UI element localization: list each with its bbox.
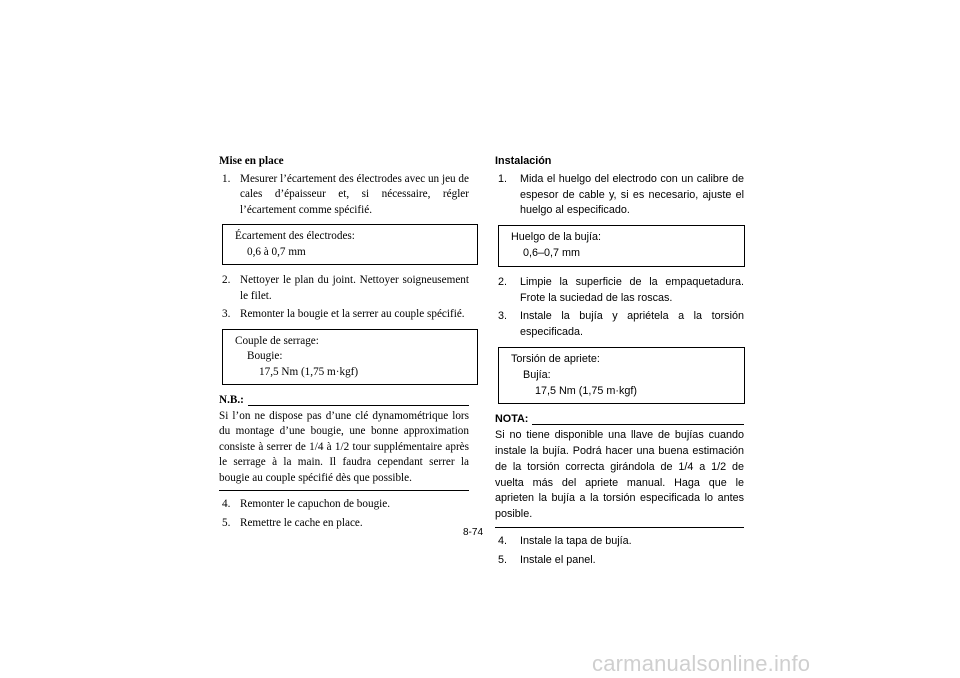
steps-list-b <box>495 275 744 341</box>
spec-box-gap: Huelgo de la bujía: 0,6–0,7 mm <box>498 225 745 267</box>
spec-box-gap: Écartement des électrodes: 0,6 à 0,7 mm <box>222 224 478 265</box>
watermark: carmanualsonline.info <box>592 651 811 676</box>
steps-list-b <box>219 273 469 323</box>
list-item: 2. Limpie la superficie de la empaquetadura. Frote la suciedad de las roscas. <box>498 275 744 304</box>
steps-list-a <box>495 172 744 219</box>
note-heading: N.B.: <box>219 393 469 409</box>
list-item: 2. Nettoyer le plan du joint. Nettoyer soigneusement le filet. <box>222 274 469 302</box>
list-item: 3. Instale la bujía y apriétela a la torsión especificada. <box>498 310 744 339</box>
spec-box-torque: Torsión de apriete: Bujía: 17,5 Nm (1,75 m·kgf) <box>498 347 745 404</box>
list-item: 3. Remonter la bougie et la serrer au couple spécifié. <box>222 308 465 320</box>
steps-list-a <box>219 172 469 219</box>
french-column <box>219 154 469 534</box>
list-item: 5. Instale el panel. <box>498 553 596 566</box>
list-item: 1. Mida el huelgo del electrodo con un calibre de espesor de cable y, si es necesario, ajuste el huelgo al especificado. <box>498 172 744 217</box>
list-item: 5. Remettre le cache en place. <box>222 516 363 529</box>
spanish-column <box>495 154 744 572</box>
note-heading: NOTA: <box>495 412 744 428</box>
note-rule <box>532 424 744 425</box>
steps-list-c <box>495 534 744 569</box>
spec-box-torque: Couple de serrage: Bougie: 17,5 Nm (1,75 m·kgf) <box>222 329 478 386</box>
steps-list-c <box>219 497 469 531</box>
section-heading: Mise en place <box>219 155 284 167</box>
note-text: Si l’on ne dispose pas d’une clé dynamométrique lors du montage d’une bougie, une bonne approximation consiste à serrer de 1/4 à 1/2 tour supplémentaire après le serrage à la main. Il faudra cependant serrer la bougie au couple spécifié dès que possible. <box>219 409 469 492</box>
note-rule <box>248 405 469 406</box>
list-item: 1. Mesurer l’écartement des électrodes avec un jeu de cales d’épaisseur et, si nécessaire, régler l’écartement comme spécifié. <box>222 172 469 216</box>
list-item: 4. Remonter le capuchon de bougie. <box>222 498 391 510</box>
note-text: Si no tiene disponible una llave de bujías cuando instale la bujía. Podrá hacer una buena estimación de la torsión correcta girándola de 1/4 a 1/2 de vuelta más del apriete manual. Haga que le aprieten la bujía a la torsión especificada lo antes posible. <box>495 428 744 528</box>
list-item: 4. Instale la tapa de bujía. <box>498 534 632 547</box>
page-number: 8-74 <box>463 527 484 538</box>
section-heading: Instalación <box>495 155 552 167</box>
